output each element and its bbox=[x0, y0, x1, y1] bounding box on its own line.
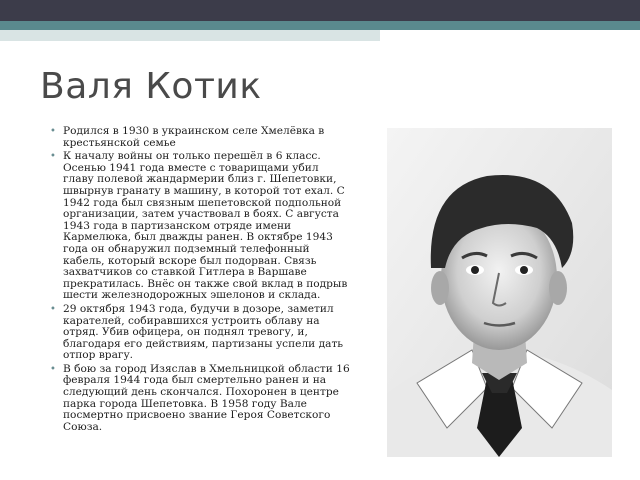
bullet-text: К началу войны он только перешёл в 6 класс. Осенью 1941 года вместе с товарищами убил главу полевой жандармерии близ г. Шепетовки, швырнув гранату в машину, в которой тот ехал. С 1942 года был связным шепетовской подпольной организации, затем участвовал в боях. С августа 1943 года в партизанском отряде имени Кармелюка, был дважды ранен. В октябре 1943 года он обнаружил подземный телефонный кабель, который вскоре был подорван. Связь захватчиков со ставкой Гитлера в Варшаве прекратилась. Внёс он также свой вклад в подрыв шести железнодорожных эшелонов и склада. bbox=[63, 150, 348, 302]
bullet-list bbox=[50, 126, 350, 435]
bullet-item bbox=[50, 304, 350, 362]
bullet-icon: • bbox=[50, 126, 56, 137]
bullet-item bbox=[50, 126, 350, 149]
header-bar-dark bbox=[0, 0, 640, 21]
bullet-text: Родился в 1930 в украинском селе Хмелёвка в крестьянской семье bbox=[63, 125, 325, 149]
header-bar-light bbox=[0, 30, 380, 41]
portrait-photo bbox=[387, 128, 612, 457]
bullet-icon: • bbox=[50, 363, 56, 375]
header-bar-gap bbox=[380, 30, 640, 41]
bullet-item bbox=[50, 151, 350, 302]
slide-title: Валя Котик bbox=[40, 66, 262, 107]
bullet-icon: • bbox=[50, 303, 56, 315]
bullet-text: 29 октября 1943 года, будучи в дозоре, заметил карателей, собиравшихся устроить облаву на отряд. Убив офицера, он поднял тревогу, и, благодаря его действиям, партизаны успели дать отпор врагу. bbox=[63, 302, 344, 362]
bullet-text: В бою за город Изяслав в Хмельницкой области 16 февраля 1944 года был смертельно ранен и на следующий день скончался. Похоронен в центре парка города Шепетовка. В 1958 году Вале посмертно присвоено звание Героя Советского Союза. bbox=[63, 362, 350, 433]
portrait-icon bbox=[387, 128, 612, 457]
bullet-item bbox=[50, 364, 350, 434]
bullet-icon: • bbox=[50, 151, 56, 163]
header-bar-teal bbox=[0, 21, 640, 30]
